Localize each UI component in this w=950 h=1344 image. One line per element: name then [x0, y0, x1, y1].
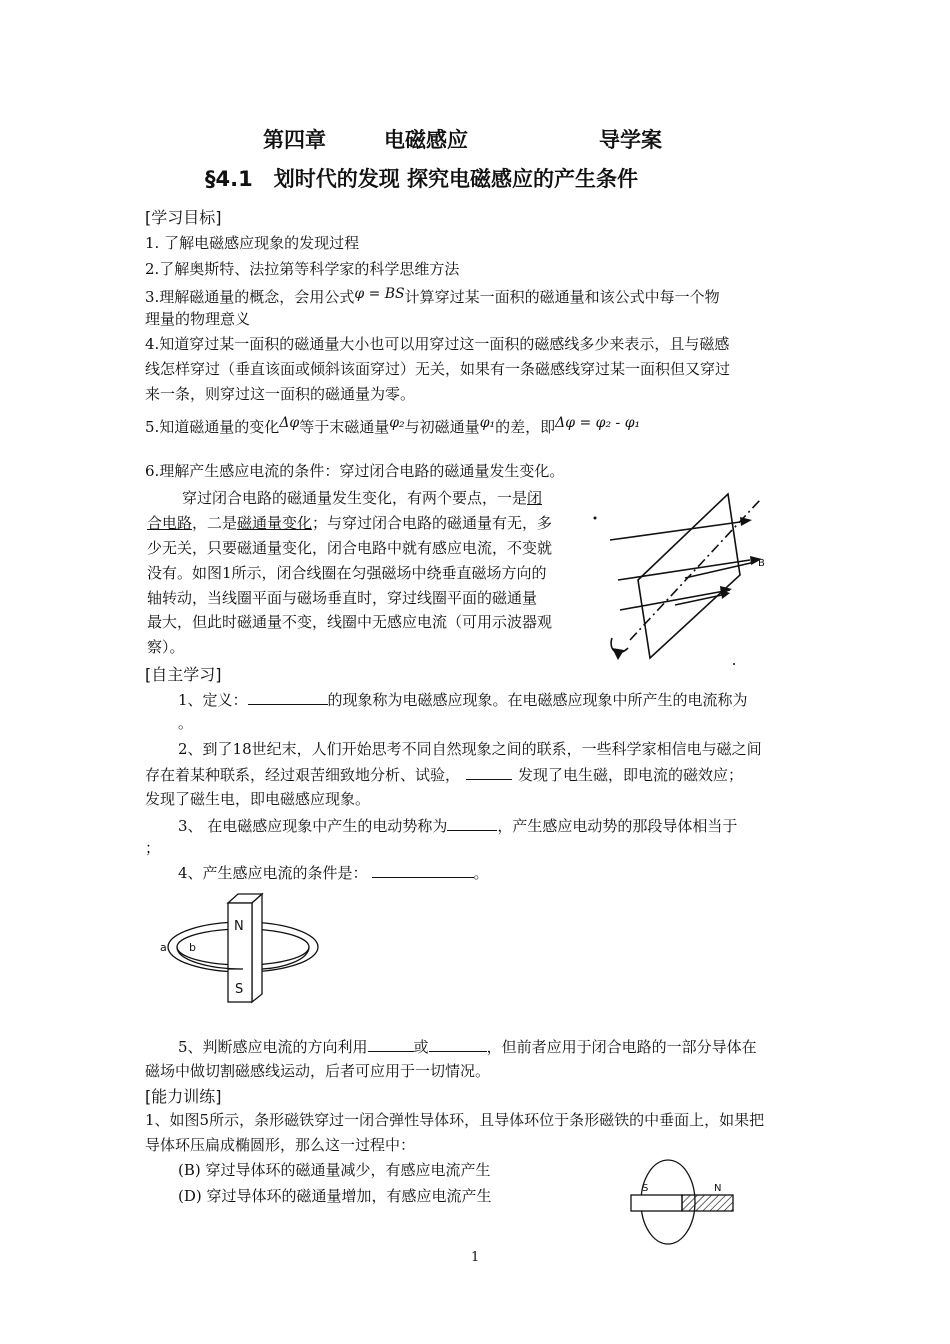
figure-1-rotating-coil [590, 490, 790, 670]
question-4-text-b: 。 [473, 864, 489, 882]
figure-5-s-label: S [642, 1183, 649, 1194]
flux-change-underline: 磁通量变化 [237, 514, 313, 532]
page-number: 1 [471, 1250, 480, 1265]
question-2-line-2 [145, 764, 743, 785]
phi2-symbol: φ₂ [389, 415, 405, 431]
question-5-blank-1[interactable] [368, 1036, 414, 1052]
paragraph-line-1 [182, 488, 542, 508]
paragraph-line-6: 最大，但此时磁通量不变，线圈中无感应电流（可用示波器观 [147, 613, 553, 631]
question-5-blank-2[interactable] [429, 1036, 487, 1052]
figure-2-a-label: a [160, 941, 167, 954]
question-2-line-3: 发现了磁生电，即电磁感应现象。 [145, 790, 371, 808]
question-2-text-b: 存在着某种联系，经过艰苦细致地分析、试验， [145, 766, 461, 784]
closed-circuit-underline-a: 闭 [527, 489, 543, 507]
objective-4-line-3: 来一条，则穿过这一面积的磁通量为零。 [145, 385, 416, 403]
question-5-text-a: 5、判断感应电流的方向利用 [178, 1038, 368, 1056]
paragraph-line-2-text-b: ；与穿过闭合电路的磁通量有无，多 [312, 514, 553, 532]
question-2-line-1: 2、到了18世纪末，人们开始思考不同自然现象之间的联系，一些科学家相信电与磁之间 [178, 740, 762, 758]
chapter-label: 第四章 [263, 128, 326, 152]
question-3-line-1 [178, 815, 737, 836]
question-1-line-2: 。 [178, 714, 194, 732]
question-5-line-2: 磁场中做切割磁感线运动，后者可应用于一切情况。 [145, 1062, 491, 1080]
self-study-heading: [自主学习] [145, 665, 222, 684]
training-1-line-2: 导体环压扁成椭圆形，那么这一过程中： [145, 1136, 416, 1154]
objective-6: 6.理解产生感应电流的条件：穿过闭合电路的磁通量发生变化。 [145, 462, 565, 480]
figure-5-n-label: N [714, 1183, 722, 1194]
paragraph-line-1-text: 穿过闭合电路的磁通量发生变化，有两个要点，一是 [182, 489, 528, 507]
paragraph-line-2-text-a: ，二是 [192, 514, 238, 532]
objectives-heading: [学习目标] [145, 208, 222, 227]
question-3-text-a: 3、 在电磁感应现象中产生的电动势称为 [178, 817, 448, 835]
objective-4-line-2: 线怎样穿过（垂直该面或倾斜该面穿过）无关，如果有一条磁感线穿过某一面积但又穿过 [145, 360, 731, 378]
question-4-blank[interactable] [372, 862, 474, 878]
option-d[interactable]: (D) 穿过导体环的磁通量增加，有感应电流产生 [178, 1187, 492, 1205]
flux-formula: φ = BS [354, 286, 405, 302]
objective-5-text-b: 等于末磁通量 [299, 418, 390, 436]
question-1-text-b: 的现象称为电磁感应现象。在电磁感应现象中所产生的电流称为 [327, 691, 748, 709]
objective-5-text-a: 5.知道磁通量的变化 [145, 418, 280, 436]
figure-5-magnet-ring [628, 1158, 738, 1248]
paragraph-line-4: 没有。如图1所示，闭合线圈在匀强磁场中绕垂直磁场方向的 [147, 564, 547, 582]
question-1-line-1 [178, 689, 748, 710]
delta-phi-symbol: Δφ [279, 415, 300, 431]
option-b[interactable]: (B) 穿过导体环的磁通量减少，有感应电流产生 [178, 1161, 491, 1179]
kind-label: 导学案 [599, 128, 662, 152]
figure-1-b-label: B [758, 558, 765, 569]
paragraph-line-2 [147, 513, 552, 533]
section-title: §4.1 划时代的发现 探究电磁感应的产生条件 [205, 167, 639, 191]
objective-5-text-c: 与初磁通量 [404, 418, 480, 436]
objective-1: 1. 了解电磁感应现象的发现过程 [145, 234, 360, 252]
figure-2-magnet-rings [158, 890, 323, 1005]
training-heading: [能力训练] [145, 1087, 222, 1106]
objective-4-line-1: 4.知道穿过某一面积的磁通量大小也可以用穿过这一面积的磁感线多少来表示，且与磁感 [145, 335, 730, 353]
question-5-line-1 [178, 1036, 757, 1057]
training-1-line-1: 1、如图5所示，条形磁铁穿过一闭合弹性导体环，且导体环位于条形磁铁的中垂面上，如果把 [145, 1111, 765, 1129]
figure-2-b-label: b [189, 941, 196, 954]
phi1-symbol: φ₁ [479, 415, 496, 431]
paragraph-line-7: 察）。 [147, 638, 185, 656]
topic-label: 电磁感应 [384, 128, 468, 152]
question-2-blank[interactable] [466, 764, 512, 780]
question-4-text-a: 4、产生感应电流的条件是： [178, 864, 368, 882]
question-1-blank-1[interactable] [248, 689, 328, 705]
figure-2-n-label: N [234, 919, 244, 934]
delta-phi-formula: Δφ = φ₂ - φ₁ [555, 415, 641, 431]
question-3-text-b: ，产生感应电动势的那段导体相当于 [497, 817, 738, 835]
question-2-text-c: 发现了电生磁，即电流的磁效应； [518, 766, 744, 784]
objective-3-text-a: 3.理解磁通量的概念，会用公式 [145, 288, 355, 306]
question-5-text-c: ，但前者应用于闭合电路的一部分导体在 [486, 1038, 757, 1056]
objective-5 [145, 417, 640, 438]
paragraph-line-3: 少无关，只要磁通量变化，闭合电路中就有感应电流，不变就 [147, 539, 553, 557]
question-4 [178, 862, 489, 883]
objective-2: 2.了解奥斯特、法拉第等科学家的科学思维方法 [145, 260, 460, 278]
question-3-line-2: ； [145, 839, 161, 857]
objective-3-line-1 [145, 287, 720, 308]
question-3-blank-1[interactable] [447, 815, 497, 831]
objective-3-text-b: 计算穿过某一面积的磁通量和该公式中每一个物 [404, 288, 720, 306]
closed-circuit-underline-b: 合电路 [147, 514, 193, 532]
figure-2-s-label: S [235, 982, 244, 997]
objective-3-line-2: 理量的物理意义 [145, 310, 251, 328]
objective-5-text-d: 的差，即 [495, 418, 556, 436]
question-1-text-a: 1、定义： [178, 691, 248, 709]
question-5-text-b: 或 [413, 1038, 429, 1056]
paragraph-line-5: 轴转动，当线圈平面与磁场垂直时，穿过线圈平面的磁通量 [147, 589, 538, 607]
